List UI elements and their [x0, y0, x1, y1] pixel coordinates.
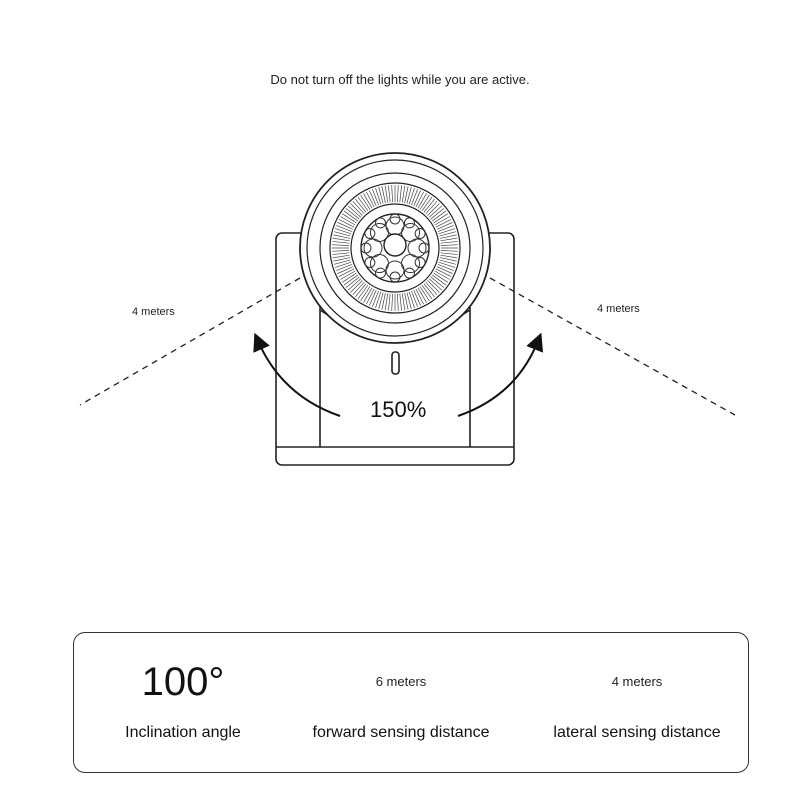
spec-forward-distance	[292, 633, 510, 772]
spec-lateral-distance	[524, 633, 750, 772]
lateral-distance-value: 4 meters	[611, 674, 663, 689]
lateral-distance-caption: lateral sensing distance	[553, 724, 721, 741]
spec-inclination	[74, 633, 292, 772]
right-distance-label: 4 meters	[597, 303, 640, 315]
forward-distance-value: 6 meters	[375, 674, 427, 689]
forward-distance-caption: forward sensing distance	[312, 724, 490, 741]
spec-panel	[73, 632, 749, 773]
sensor-head	[300, 153, 490, 343]
top-note: Do not turn off the lights while you are active.	[270, 72, 530, 87]
left-distance-label: 4 meters	[132, 306, 175, 318]
inclination-value: 100°	[141, 660, 225, 704]
right-detection-line	[490, 278, 735, 415]
left-detection-line	[80, 278, 300, 405]
detection-angle-label: 150%	[370, 397, 427, 422]
inclination-caption: Inclination angle	[125, 724, 241, 741]
